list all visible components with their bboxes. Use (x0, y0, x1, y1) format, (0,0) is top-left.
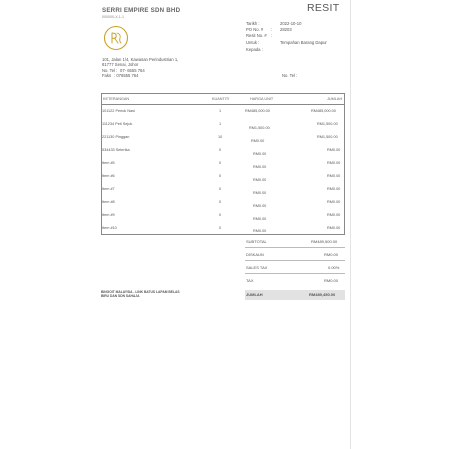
company-fax-value: : 076555 764 (114, 73, 139, 78)
row-5-amount: RM0.00 (327, 161, 341, 165)
row-6-amount: RM0.00 (327, 174, 341, 178)
col-header-kuantiti: KUANTITI (212, 97, 230, 101)
row-8-desc: Item #8 (102, 200, 115, 204)
row-7-desc: Item #7 (102, 187, 115, 191)
jumlah-value: RM489,450.00 (309, 292, 336, 297)
jumlah-label: JUMLAH (246, 292, 263, 297)
row-10-desc: Item #10 (102, 226, 117, 230)
row-9-price: RM0.00 (253, 217, 267, 221)
row-2-qty: 1 (219, 122, 222, 126)
sales-tax-value: 0.00% (328, 265, 340, 270)
document-title: RESIT (307, 2, 340, 14)
row-10-price: RM0.00 (253, 229, 267, 233)
recipient-tel-label: No. Tel : (282, 73, 298, 78)
tax-value: RM0.00 (324, 278, 339, 283)
col-header-keterangan: KETERANGAN (103, 97, 130, 101)
row-1-desc: 101122 Periuk Nasi (102, 109, 135, 113)
address-line-1: 101, Jalan 1/4, Kawasan Perindustrian 1, (102, 57, 179, 62)
row-9-amount: RM0.00 (327, 213, 341, 217)
row-2-desc: 111234 Peti Sejuk (102, 122, 133, 126)
company-name: SERRI EMPIRE SDN BHD (102, 7, 181, 14)
row-1-amount: RM485,000.00 (311, 109, 336, 113)
date-label: Tarikh : (246, 21, 260, 26)
company-logo-icon (103, 25, 129, 51)
address-line-2: 81777 Senai, Johor (102, 62, 139, 67)
row-8-amount: RM0.00 (327, 200, 341, 204)
row-4-qty: 0 (219, 148, 222, 152)
row-6-desc: Item #6 (102, 174, 115, 178)
row-1-price: RM485,000.00 (245, 109, 270, 113)
row-3-desc: 221130 Pinggan (102, 135, 130, 139)
row-3-price: RM0.00 (251, 139, 265, 143)
row-7-amount: RM0.00 (327, 187, 341, 191)
row-5-desc: Item #5 (102, 161, 115, 165)
company-reg-no: 000000-X-1-1 (102, 15, 124, 19)
row-8-price: RM0.00 (253, 204, 267, 208)
footer-note-line-1: BINGOIT MALAYSIA - LINK BATUS LAPAM BELAS (101, 290, 180, 294)
summary-divider (245, 247, 345, 248)
row-9-desc: Item #9 (102, 213, 115, 217)
summary-divider (245, 273, 345, 274)
col-header-harga-unit: HARGA UNIT (250, 97, 274, 101)
untuk-value: Tempahan Barang Dapur (280, 40, 327, 45)
row-5-qty: 0 (219, 161, 222, 165)
row-7-price: RM0.00 (253, 191, 267, 195)
row-4-amount: RM0.00 (327, 148, 341, 152)
company-fax-label: Faks (102, 73, 112, 78)
row-2-amount: RM1,500.00 (317, 122, 338, 126)
row-7-qty: 0 (219, 187, 222, 191)
row-10-amount: RM0.00 (327, 226, 341, 230)
page-edge-divider (350, 0, 351, 449)
company-tel-value: 07- 6555 764 (120, 68, 145, 73)
row-2-price: RM1,500.00 (249, 126, 270, 130)
row-3-qty: 10 (218, 135, 223, 139)
items-table (101, 93, 345, 235)
diskaun-label: DISKAUN (246, 252, 264, 257)
po-label: PO No. # (246, 27, 264, 32)
sales-tax-label: SALES TAX (246, 265, 268, 270)
row-5-price: RM0.00 (253, 165, 267, 169)
row-3-amount: RM1,500.00 (317, 135, 338, 139)
row-8-qty: 0 (219, 200, 222, 204)
untuk-label: Untuk : (246, 40, 260, 45)
resit-no-colon: : (271, 33, 273, 38)
footer-note-line-2: BIRU DAN SDN SAHAJA (101, 294, 140, 298)
kepada-label: Kepada : (246, 47, 263, 52)
resit-no-label: Resit No. # (246, 33, 267, 38)
row-6-qty: 0 (219, 174, 222, 178)
row-6-price: RM0.00 (253, 178, 267, 182)
row-10-qty: 0 (219, 226, 222, 230)
po-colon: : (271, 27, 273, 32)
summary-divider (245, 260, 345, 261)
row-9-qty: 0 (219, 213, 222, 217)
po-value: 28203 (280, 27, 292, 32)
col-header-jumlah: JUMLAH (327, 97, 343, 101)
tax-label: TAX (246, 278, 254, 283)
subtotal-label: SUBTOTAL (246, 239, 267, 244)
row-4-desc: 534433 Seterika (102, 148, 130, 152)
row-1-qty: 1 (219, 109, 222, 113)
row-4-price: RM0.00 (253, 152, 267, 156)
table-header-divider (101, 104, 345, 105)
diskaun-value: RM0.00 (324, 252, 339, 257)
subtotal-value: RM489,500.00 (311, 239, 338, 244)
company-tel-label: No. Tel : (102, 68, 118, 73)
date-value: 2022-10-10 (280, 21, 302, 26)
